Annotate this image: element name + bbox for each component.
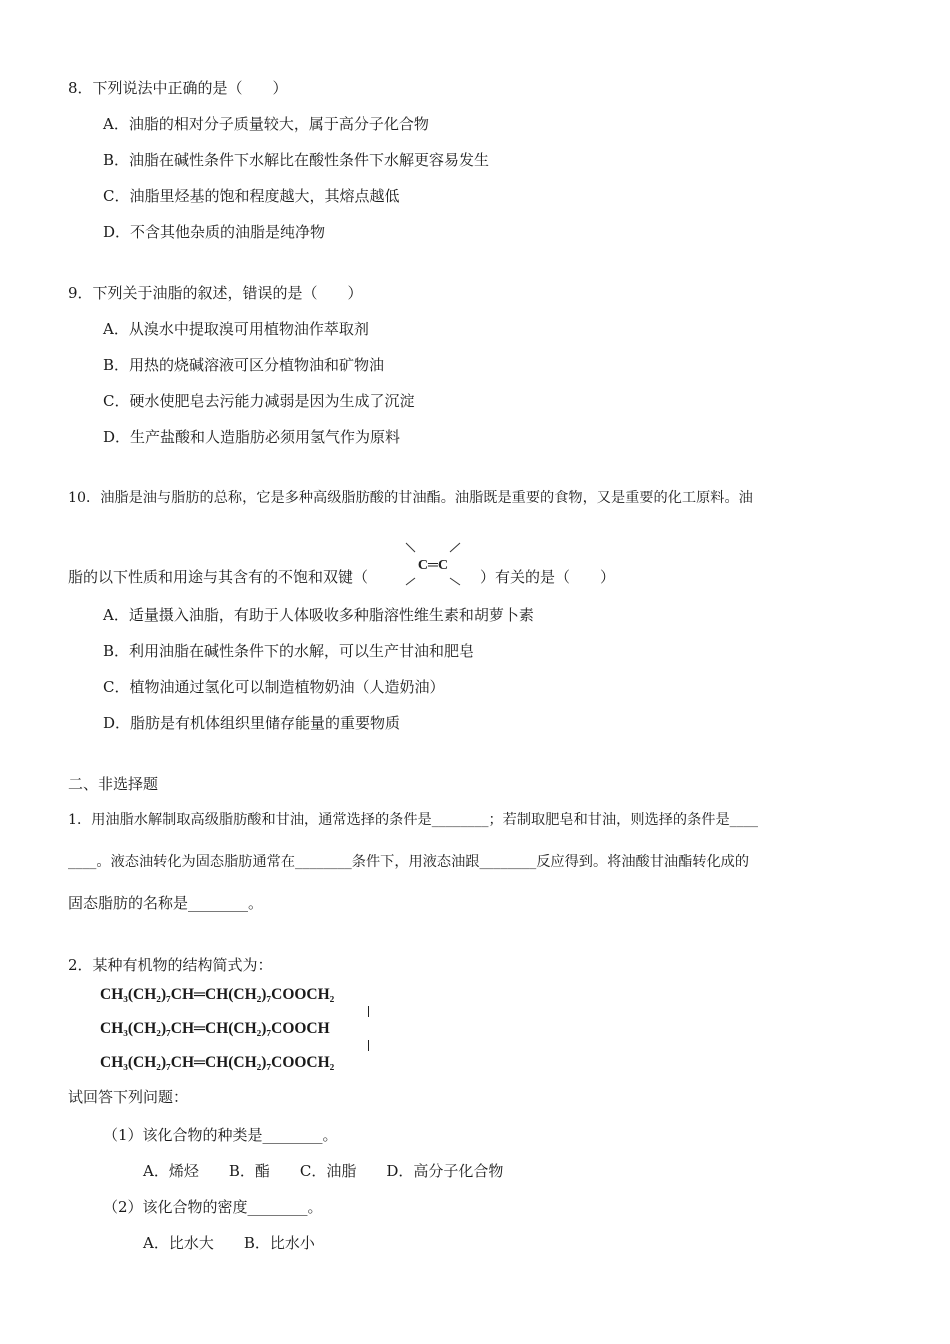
q9-option-b: B．用热的烧碱溶液可区分植物油和矿物油: [103, 356, 385, 374]
q10-option-d: D．脂肪是有机体组织里储存能量的重要物质: [103, 714, 401, 732]
double-bond-label: C═C: [417, 558, 449, 573]
formula-row-2: CH₃(CH₂)₇CH═CH(CH₂)₇COOCH: [100, 1020, 330, 1037]
section-heading: 二、非选择题: [68, 775, 159, 793]
s2-q1-line3: 固态脂肪的名称是________。: [68, 894, 264, 912]
formula-bond-2: [368, 1040, 369, 1051]
q10-option-b: B．利用油脂在碱性条件下的水解，可以生产甘油和肥皂: [103, 642, 475, 660]
q10-option-a: A．适量摄入油脂，有助于人体吸收多种脂溶性维生素和胡萝卜素: [103, 606, 534, 624]
q10-stem-line1: 10．油脂是油与脂肪的总称，它是多种高级脂肪酸的甘油酯。油脂既是重要的食物，又是重要的化工原料。油: [68, 490, 753, 506]
q9-option-c: C．硬水使肥皂去污能力减弱是因为生成了沉淀: [103, 392, 415, 410]
q9-option-d: D．生产盐酸和人造脂肪必须用氢气作为原料: [103, 428, 401, 446]
s2-q2-sub1-stem: （1）该化合物的种类是________。: [103, 1126, 338, 1144]
s2-q2-sub2-options: A．比水大 B．比水小: [143, 1234, 315, 1252]
q9-stem: 9．下列关于油脂的叙述，错误的是（ ）: [68, 284, 363, 302]
s2-q2-sub2-stem: （2）该化合物的密度________。: [103, 1198, 323, 1216]
q8-stem: 8．下列说法中正确的是（ ）: [68, 79, 288, 97]
s2-q2-stem: 2．某种有机物的结构简式为：: [68, 956, 273, 974]
q8-option-b: B．油脂在碱性条件下水解比在酸性条件下水解更容易发生: [103, 151, 490, 169]
double-bond-diagram: [398, 538, 468, 586]
q10-option-c: C．植物油通过氢化可以制造植物奶油（人造奶油）: [103, 678, 445, 696]
s2-q1-line1: 1．用油脂水解制取高级脂肪酸和甘油，通常选择的条件是________；若制取肥皂和甘油，则选择的条件是____: [68, 812, 759, 828]
formula-row-3: CH₃(CH₂)₇CH═CH(CH₂)₇COOCH₂: [100, 1054, 335, 1071]
q8-option-d: D．不含其他杂质的油脂是纯净物: [103, 223, 326, 241]
q9-option-a: A．从溴水中提取溴可用植物油作萃取剂: [103, 320, 369, 338]
s2-q1-line2: ____。液态油转化为固态脂肪通常在________条件下，用液态油跟________反应得到。将油酸甘油酯转化成的: [68, 854, 750, 870]
q10-stem-line2-end: ）有关的是（ ）: [480, 568, 616, 586]
formula-bond-1: [368, 1006, 369, 1017]
q8-option-a: A．油脂的相对分子质量较大，属于高分子化合物: [103, 115, 429, 133]
q8-option-c: C．油脂里烃基的饱和程度越大，其熔点越低: [103, 187, 400, 205]
formula-row-1: CH₃(CH₂)₇CH═CH(CH₂)₇COOCH₂: [100, 986, 335, 1003]
q10-stem-line2-start: 脂的以下性质和用途与其含有的不饱和双键（: [68, 568, 369, 586]
s2-q2-sub1-options: A．烯烃 B．酯 C．油脂 D．高分子化合物: [143, 1162, 504, 1180]
s2-q2-prompt: 试回答下列问题：: [68, 1088, 189, 1106]
